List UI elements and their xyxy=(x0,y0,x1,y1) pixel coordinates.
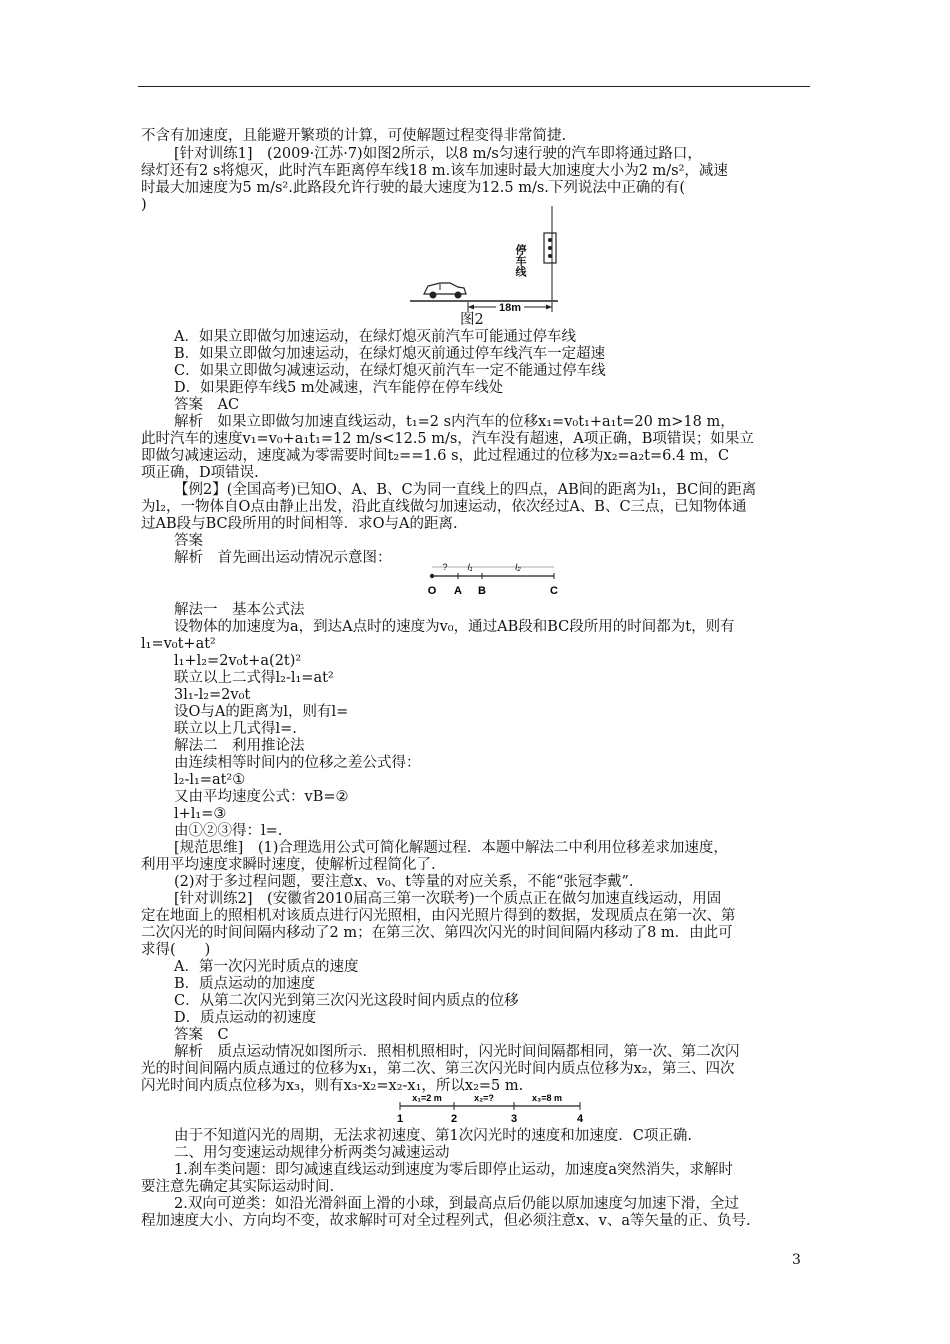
text-line: 利用平均速度求瞬时速度，使解析过程简化了. xyxy=(141,857,436,873)
page-number: 3 xyxy=(792,1252,801,1268)
text-line: 程加速度大小、方向均不变，故求解时可对全过程列式，但必须注意x、v、a等矢量的正、负号. xyxy=(141,1213,751,1229)
formula-line: 由①②③得：l=. xyxy=(174,823,283,839)
distance-label: 18m xyxy=(498,302,522,312)
point-label: C xyxy=(550,585,558,597)
text-line: 由连续相等时间内的位移之差公式得： xyxy=(174,755,421,771)
option-b: B．如果立即做匀加速运动，在绿灯熄灭前通过停车线汽车一定超速 xyxy=(174,346,606,362)
text-line: 解法二 利用推论法 xyxy=(174,738,305,754)
formula-line: 又由平均速度公式：vB=② xyxy=(174,789,349,805)
segment-label: ? xyxy=(442,562,448,572)
text-line: 闪光时间内质点位移为x₃，则有x₃-x₂=x₂-x₁，所以x₂=5 m. xyxy=(141,1078,524,1094)
point-label: O xyxy=(427,585,437,597)
point-label: B xyxy=(478,585,486,597)
option-c: C．如果立即做匀减速运动，在绿灯熄灭前汽车一定不能通过停车线 xyxy=(174,363,606,379)
point-label: A xyxy=(454,585,462,597)
text-line: 解法一 基本公式法 xyxy=(174,602,305,618)
text-line: [规范思维] (1)合理选用公式可简化解题过程．本题中解法二中利用位移差求加速度， xyxy=(174,840,728,856)
formula-line: l₁=v₀t+at² xyxy=(141,636,216,652)
text-line: ) xyxy=(141,197,147,213)
formula-line: l+l₁=③ xyxy=(174,806,227,822)
answer-line: 答案 C xyxy=(174,1027,229,1043)
text-line: 1.刹车类问题：即匀减速直线运动到速度为零后即停止运动，加速度a突然消失，求解时 xyxy=(174,1162,733,1178)
text-line: 时最大加速度为5 m/s².此路段允许行驶的最大速度为12.5 m/s.下列说法中正确的有( xyxy=(141,180,686,196)
option-a: A．如果立即做匀加速运动，在绿灯熄灭前汽车可能通过停车线 xyxy=(174,329,576,345)
formula-line: l₁+l₂=2v₀t+a(2t)² xyxy=(174,653,302,669)
option-a: A．第一次闪光时质点的速度 xyxy=(174,959,359,975)
figure-oabc xyxy=(422,562,562,600)
text-line: 项正确，D项错误. xyxy=(141,465,259,481)
text-line: 此时汽车的速度v₁=v₀+a₁t₁=12 m/s<12.5 m/s，汽车没有超速，A项正确，B项错误；如果立 xyxy=(141,431,754,447)
text-line: (2)对于多过程问题，要注意x、v₀、t等量的对应关系，不能“张冠李戴”. xyxy=(174,874,634,890)
answer-line: 答案 AC xyxy=(174,397,240,413)
text-line: 解析 如果立即做匀加速直线运动，t₁=2 s内汽车的位移x₁=v₀t₁+a₁t=20 m>18 m， xyxy=(174,414,735,430)
point-label: 3 xyxy=(510,1113,518,1125)
point-label: 2 xyxy=(450,1113,458,1125)
segment-label: x₂=? xyxy=(474,1093,494,1103)
point-label: 4 xyxy=(576,1113,584,1125)
segment-label: l₁ xyxy=(467,562,473,572)
text-line: 要注意先确定其实际运动时间. xyxy=(141,1179,335,1195)
text-line: 绿灯还有2 s将熄灭，此时汽车距离停车线18 m.该车加速时最大加速度大小为2 m/s²，减速 xyxy=(141,163,728,179)
text-line: [针对训练2] (安徽省2010届高三第一次联考)一个质点正在做匀加速直线运动，用固 xyxy=(174,891,722,907)
car-icon xyxy=(424,283,466,299)
formula-line: 3l₁-l₂=2v₀t xyxy=(174,687,251,703)
text-line: 定在地面上的照相机对该质点进行闪光照相，由闪光照片得到的数据，发现质点在第一次、第 xyxy=(141,908,736,924)
text-line: 【例2】(全国高考)已知O、A、B、C为同一直线上的四点，AB间的距离为l₁，BC间的距离 xyxy=(174,482,757,498)
option-b: B．质点运动的加速度 xyxy=(174,976,316,992)
text-line: 不含有加速度，且能避开繁琐的计算，可使解题过程变得非常简捷. xyxy=(141,128,567,144)
text-line: 即做匀减速运动，速度减为零需要时间t₂==1.6 s，此过程通过的位移为x₂=a₂t=6.4 m，C xyxy=(141,448,730,464)
text-line: 设物体的加速度为a，到达A点时的速度为v₀，通过AB段和BC段所用的时间都为t，则有 xyxy=(174,619,735,635)
text-line: 解析 质点运动情况如图所示．照相机照相时，闪光时间间隔都相同，第一次、第二次闪 xyxy=(174,1044,740,1060)
text-line: 解析 首先画出运动情况示意图： xyxy=(174,550,392,566)
figure-caption: 图2 xyxy=(460,312,484,328)
option-d: D．质点运动的初速度 xyxy=(174,1010,317,1026)
text-line: 2.双向可逆类：如沿光滑斜面上滑的小球，到最高点后仍能以原加速度匀加速下滑，全过 xyxy=(174,1196,739,1212)
figure-flash-positions xyxy=(392,1092,592,1126)
point-label: 1 xyxy=(396,1113,404,1125)
text-line: 由于不知道闪光的周期，无法求初速度、第1次闪光时的速度和加速度．C项正确. xyxy=(174,1128,692,1144)
text-line: [针对训练1] (2009·江苏·7)如图2所示，以8 m/s匀速行驶的汽车即将通过路口， xyxy=(174,146,702,162)
text-line: 光的时间间隔内质点通过的位移为x₁，第二次、第三次闪光时间内质点位移为x₂，第三、四次 xyxy=(141,1061,735,1077)
stop-line-label: 停车线 xyxy=(514,244,526,277)
formula-line: 设O与A的距离为l，则有l= xyxy=(174,704,349,720)
text-line: 过AB段与BC段所用的时间相等．求O与A的距离. xyxy=(141,516,458,532)
section-heading: 二、用匀变速运动规律分析两类匀减速运动 xyxy=(174,1145,450,1161)
figure-stop-line xyxy=(410,206,610,312)
answer-line: 答案 xyxy=(174,533,203,549)
formula-line: 联立以上几式得l=. xyxy=(174,721,297,737)
formula-line: l₂-l₁=at²① xyxy=(174,772,246,788)
segment-label: x₃=8 m xyxy=(532,1093,562,1103)
text-line: 二次闪光的时间间隔内移动了2 m；在第三次、第四次闪光的时间间隔内移动了8 m．由此可 xyxy=(141,925,733,941)
segment-label: x₁=2 m xyxy=(412,1093,442,1103)
text-line: 求得( ) xyxy=(141,942,211,958)
text-line: 为l₂，一物体自O点由静止出发，沿此直线做匀加速运动，依次经过A、B、C三点，已知物体通 xyxy=(141,499,747,515)
formula-line: 联立以上二式得l₂-l₁=at² xyxy=(174,670,334,686)
header-rule xyxy=(138,86,810,87)
option-c: C．从第二次闪光到第三次闪光这段时间内质点的位移 xyxy=(174,993,519,1009)
option-d: D．如果距停车线5 m处减速，汽车能停在停车线处 xyxy=(174,380,504,396)
segment-label: l₂ xyxy=(515,562,521,572)
